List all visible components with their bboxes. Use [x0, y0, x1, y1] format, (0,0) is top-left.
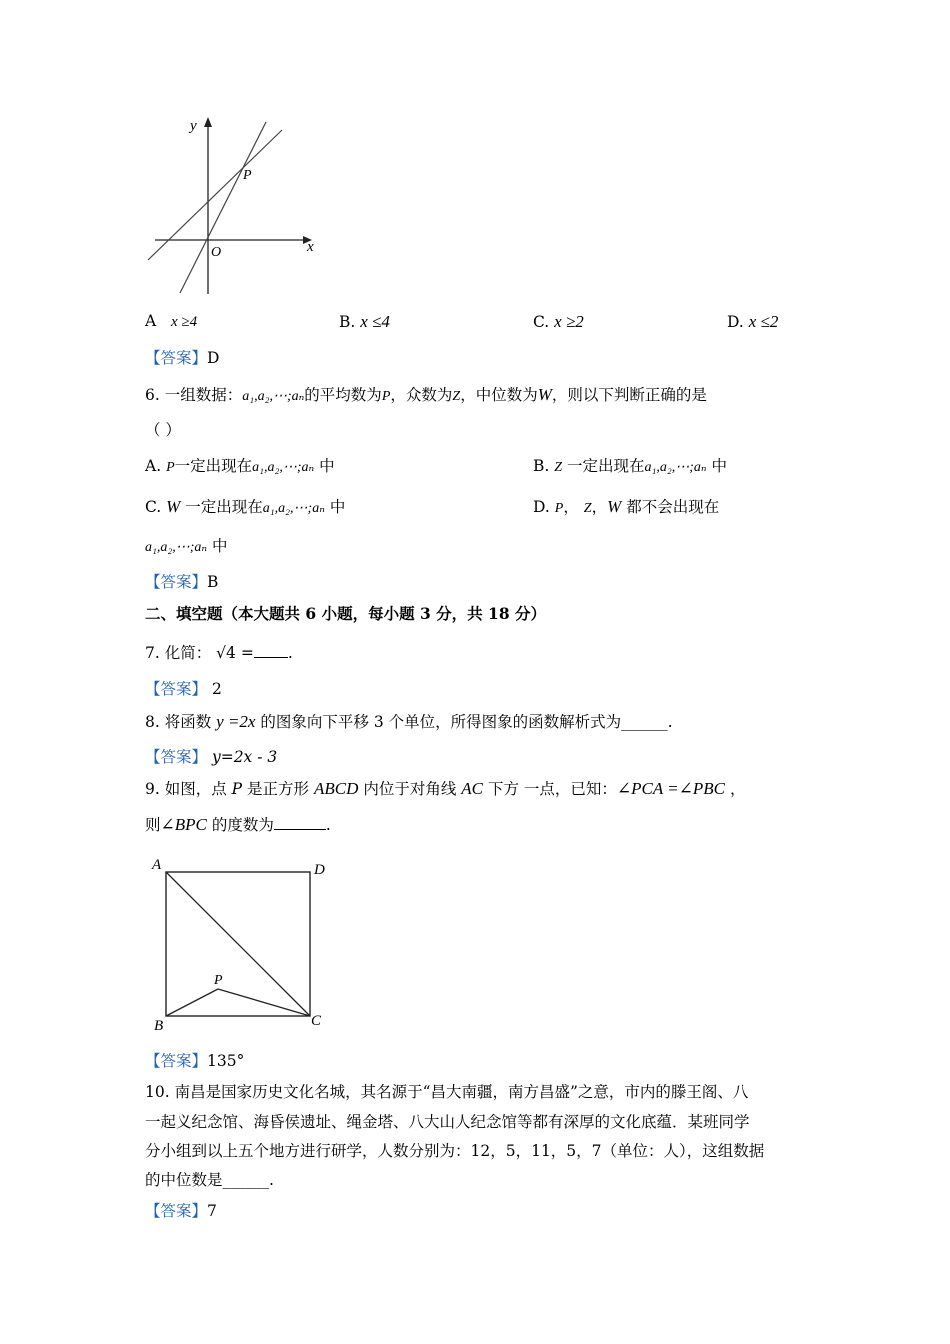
figure-square-abcd: [148, 852, 338, 1037]
q6-option-a[interactable]: A. P一定出现在a₁,a₂,⋯;aₙ 中: [145, 457, 335, 475]
q6-option-b[interactable]: B. Z 一定出现在a₁,a₂,⋯;aₙ 中: [533, 457, 728, 475]
q10-answer: 【答案】7: [145, 1202, 217, 1220]
q9-answer: 【答案】135°: [145, 1052, 245, 1070]
q8-answer: 【答案】 y=2x - 3: [145, 748, 278, 766]
q7-blank[interactable]: [254, 643, 288, 658]
q7-stem: 7. 化简： √4 = .: [145, 644, 293, 662]
answer-tag: 【答案】: [145, 748, 208, 766]
q6-option-d[interactable]: D. P， Z，W 都不会出现在: [533, 497, 720, 516]
point-p-label: P: [214, 973, 223, 988]
q10-line-3: 分小组到以上五个地方进行研学，人数分别为：12，5，11，5，7（单位：人），这组数据: [145, 1142, 765, 1160]
q5-option-a[interactable]: A x ≥4: [145, 312, 198, 330]
q9-blank[interactable]: [274, 815, 326, 830]
q6-stem: 6. 一组数据：a₁,a₂,⋯;aₙ的平均数为P，众数为Z，中位数为W，则以下判断正确的是: [145, 385, 707, 404]
answer-tag: 【答案】: [145, 573, 208, 591]
q8-stem: 8. 将函数 y =2x 的图象向下平移 3 个单位，所得图象的函数解析式为______.: [145, 712, 673, 731]
y-axis-label: y: [190, 118, 197, 134]
y-axis-arrow-icon: [204, 117, 212, 127]
q6-option-c[interactable]: C. W 一定出现在a₁,a₂,⋯;aₙ 中: [145, 497, 346, 516]
q9-stem-line-1: 9. 如图，点 P 是正方形 ABCD 内位于对角线 AC 下方 一点，已知：∠PCA =∠PBC ，: [145, 779, 746, 798]
segment-bp: [166, 989, 218, 1016]
answer-tag: 【答案】: [145, 1052, 208, 1070]
point-p-label: P: [243, 168, 252, 183]
x-axis-label: x: [307, 239, 314, 255]
answer-tag: 【答案】: [145, 680, 208, 698]
line-steep: [180, 122, 266, 293]
answer-tag: 【答案】: [145, 349, 208, 367]
answer-tag: 【答案】: [145, 1202, 208, 1220]
vertex-b-label: B: [154, 1018, 164, 1034]
q10-line-1: 10. 南昌是国家历史文化名城，其名源于“昌大南疆，南方昌盛”之意，市内的滕王阁、八: [145, 1083, 749, 1101]
vertex-d-label: D: [314, 862, 325, 878]
q5-answer: 【答案】D: [145, 349, 220, 367]
section-2-title: 二、填空题（本大题共 6 小题，每小题 3 分，共 18 分）: [145, 604, 547, 623]
q5-option-c[interactable]: C. x ≥2: [533, 312, 584, 331]
q6-paren: （ ）: [145, 421, 181, 439]
q6-answer: 【答案】B: [145, 573, 219, 591]
vertex-c-label: C: [311, 1013, 322, 1029]
q10-line-4: 的中位数是______.: [145, 1171, 274, 1189]
q7-answer: 【答案】 2: [145, 680, 222, 698]
q5-option-b[interactable]: B. x ≤4: [339, 312, 390, 331]
q9-stem-line-2: 则∠BPC 的度数为 .: [145, 815, 331, 834]
origin-label: O: [211, 245, 222, 260]
figure-coordinate-graph: [140, 110, 330, 300]
q10-line-2: 一起义纪念馆、海昏侯遗址、绳金塔、八大山人纪念馆等都有深厚的文化底蕴．某班同学: [145, 1113, 750, 1131]
q6-option-d-continued: a₁,a₂,⋯;aₙ 中: [145, 537, 228, 555]
vertex-a-label: A: [152, 857, 162, 873]
q5-option-d[interactable]: D. x ≤2: [727, 312, 779, 331]
